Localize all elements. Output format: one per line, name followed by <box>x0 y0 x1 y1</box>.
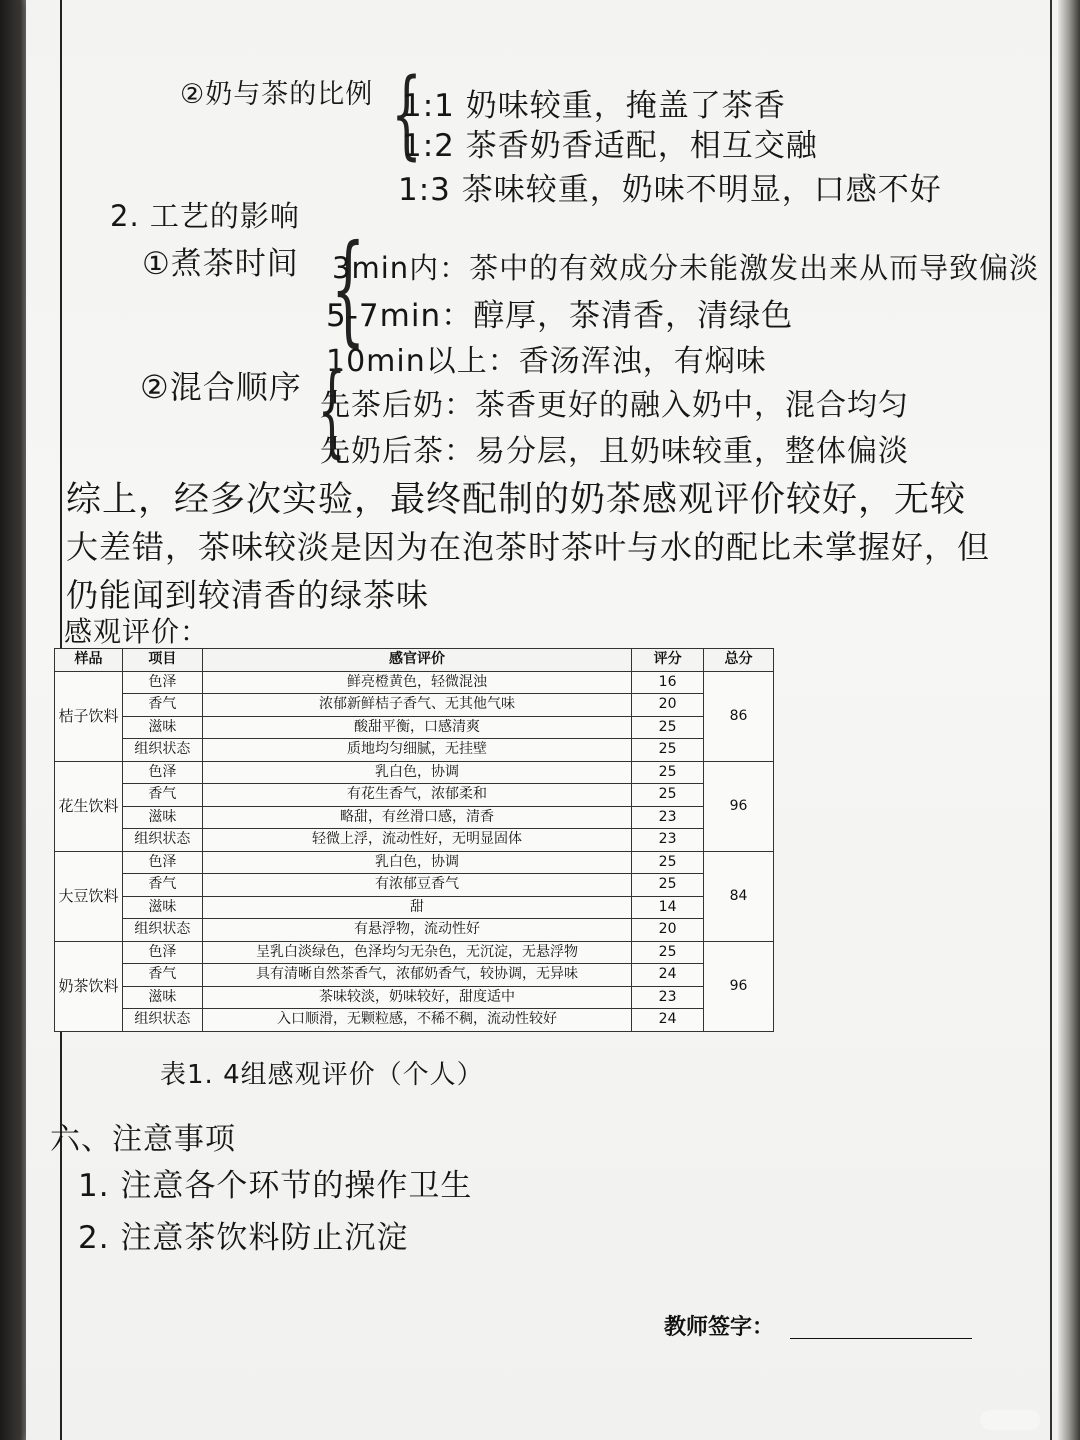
description-cell: 酸甜平衡，口感清爽 <box>202 716 631 739</box>
mix-line-2: 先奶后茶：易分层，且奶味较重，整体偏淡 <box>320 434 909 469</box>
ratio-line-2: 1:2 茶香奶香适配，相互交融 <box>402 128 818 164</box>
total-cell: 84 <box>704 851 774 941</box>
ratio-line-3: 1:3 茶味较重，奶味不明显，口感不好 <box>398 172 942 208</box>
score-cell: 25 <box>632 874 704 897</box>
header-score: 评分 <box>632 649 704 672</box>
table-row <box>55 739 774 762</box>
item-cell: 色泽 <box>122 761 202 784</box>
description-cell: 呈乳白淡绿色，色泽均匀无杂色，无沉淀，无悬浮物 <box>202 941 631 964</box>
description-cell: 乳白色，协调 <box>202 851 631 874</box>
item-cell: 香气 <box>122 694 202 717</box>
total-cell: 96 <box>704 761 774 851</box>
description-cell: 入口顺滑，无颗粒感，不稀不稠，流动性较好 <box>202 1009 631 1032</box>
score-cell: 23 <box>632 806 704 829</box>
header-evaluation: 感官评价 <box>202 649 631 672</box>
description-cell: 甜 <box>202 896 631 919</box>
total-cell: 86 <box>704 671 774 761</box>
table-row <box>55 964 774 987</box>
brew-line-1: 3min内：茶中的有效成分未能激发出来从而导致偏淡 <box>332 251 1040 285</box>
signature-line <box>790 1338 972 1339</box>
description-cell: 乳白色，协调 <box>202 761 631 784</box>
description-cell: 具有清晰自然茶香气，浓郁奶香气，较协调，无异味 <box>202 964 631 987</box>
sample-name: 桔子饮料 <box>55 671 123 761</box>
item-cell: 组织状态 <box>122 829 202 852</box>
table-row <box>55 919 774 942</box>
description-cell: 有花生香气，浓郁柔和 <box>202 784 631 807</box>
item-cell: 香气 <box>122 784 202 807</box>
description-cell: 浓郁新鲜桔子香气、无其他气味 <box>202 694 631 717</box>
description-cell: 鲜亮橙黄色，轻微混浊 <box>202 671 631 694</box>
ratio-heading: ②奶与茶的比例 <box>180 79 374 110</box>
score-cell: 24 <box>632 1009 704 1032</box>
table-row <box>55 716 774 739</box>
sensory-evaluation-table <box>54 648 774 1032</box>
sample-name: 奶茶饮料 <box>55 941 123 1031</box>
score-cell: 14 <box>632 896 704 919</box>
item-cell: 滋味 <box>122 896 202 919</box>
teacher-signature-label: 教师签字： <box>664 1315 775 1340</box>
score-cell: 25 <box>632 739 704 762</box>
precaution-item-2: 2. 注意茶饮料防止沉淀 <box>78 1220 409 1256</box>
table-header-row <box>55 649 774 672</box>
mix-heading: ②混合顺序 <box>140 368 302 406</box>
table-row <box>55 761 774 784</box>
brew-line-3: 10min以上：香汤浑浊，有焖味 <box>326 344 767 379</box>
score-cell: 20 <box>632 919 704 942</box>
page-stack-edge <box>1058 0 1080 1440</box>
summary-line-1: 综上，经多次实验，最终配制的奶茶感观评价较好，无较 <box>66 480 967 520</box>
description-cell: 有悬浮物，流动性好 <box>202 919 631 942</box>
item-cell: 组织状态 <box>122 739 202 762</box>
table-row <box>55 829 774 852</box>
description-cell: 轻微上浮，流动性好，无明显固体 <box>202 829 631 852</box>
description-cell: 质地均匀细腻，无挂壁 <box>202 739 631 762</box>
page-frame-right <box>1050 0 1052 1440</box>
score-cell: 25 <box>632 784 704 807</box>
brew-heading: ①煮茶时间 <box>142 246 299 282</box>
brew-line-2: 5-7min：醇厚，茶清香，清绿色 <box>326 298 794 334</box>
table-row <box>55 874 774 897</box>
score-cell: 23 <box>632 986 704 1009</box>
sample-name: 大豆饮料 <box>55 851 123 941</box>
item-cell: 滋味 <box>122 986 202 1009</box>
header-total: 总分 <box>704 649 774 672</box>
score-cell: 24 <box>632 964 704 987</box>
item-cell: 组织状态 <box>122 1009 202 1032</box>
precaution-item-1: 1. 注意各个环节的操作卫生 <box>78 1168 473 1204</box>
total-cell: 96 <box>704 941 774 1031</box>
description-cell: 茶味较淡，奶味较好，甜度适中 <box>202 986 631 1009</box>
watermark-badge <box>980 1410 1040 1430</box>
summary-line-2: 大差错，茶味较淡是因为在泡茶时茶叶与水的配比未掌握好，但 <box>66 528 991 566</box>
table-row <box>55 851 774 874</box>
ratio-line-1: 1:1 奶味较重，掩盖了茶香 <box>402 88 786 124</box>
item-cell: 香气 <box>122 964 202 987</box>
item-cell: 色泽 <box>122 941 202 964</box>
item-cell: 滋味 <box>122 806 202 829</box>
item-cell: 香气 <box>122 874 202 897</box>
table-row <box>55 986 774 1009</box>
score-cell: 20 <box>632 694 704 717</box>
table-row <box>55 806 774 829</box>
process-heading: 2. 工艺的影响 <box>110 199 300 233</box>
header-item: 项目 <box>122 649 202 672</box>
eval-heading: 感观评价： <box>64 615 210 648</box>
score-cell: 25 <box>632 716 704 739</box>
score-cell: 16 <box>632 671 704 694</box>
item-cell: 色泽 <box>122 851 202 874</box>
sample-name: 花生饮料 <box>55 761 123 851</box>
table-row <box>55 941 774 964</box>
score-cell: 25 <box>632 941 704 964</box>
description-cell: 有浓郁豆香气 <box>202 874 631 897</box>
table-row <box>55 896 774 919</box>
table-row <box>55 1009 774 1032</box>
table-caption: 表1. 4组感观评价（个人） <box>160 1060 484 1090</box>
score-cell: 23 <box>632 829 704 852</box>
table-row <box>55 784 774 807</box>
summary-line-3: 仍能闻到较清香的绿茶味 <box>66 576 430 614</box>
score-cell: 25 <box>632 851 704 874</box>
mix-brace: { <box>317 351 347 468</box>
brew-brace: { <box>330 220 366 359</box>
item-cell: 色泽 <box>122 671 202 694</box>
precautions-heading: 六、注意事项 <box>50 1122 236 1157</box>
item-cell: 滋味 <box>122 716 202 739</box>
table-row <box>55 694 774 717</box>
ratio-brace: { <box>391 58 422 170</box>
description-cell: 略甜，有丝滑口感，清香 <box>202 806 631 829</box>
header-sample: 样品 <box>55 649 123 672</box>
table-row <box>55 671 774 694</box>
mix-line-1: 先茶后奶：茶香更好的融入奶中，混合均匀 <box>320 388 909 423</box>
item-cell: 组织状态 <box>122 919 202 942</box>
score-cell: 25 <box>632 761 704 784</box>
